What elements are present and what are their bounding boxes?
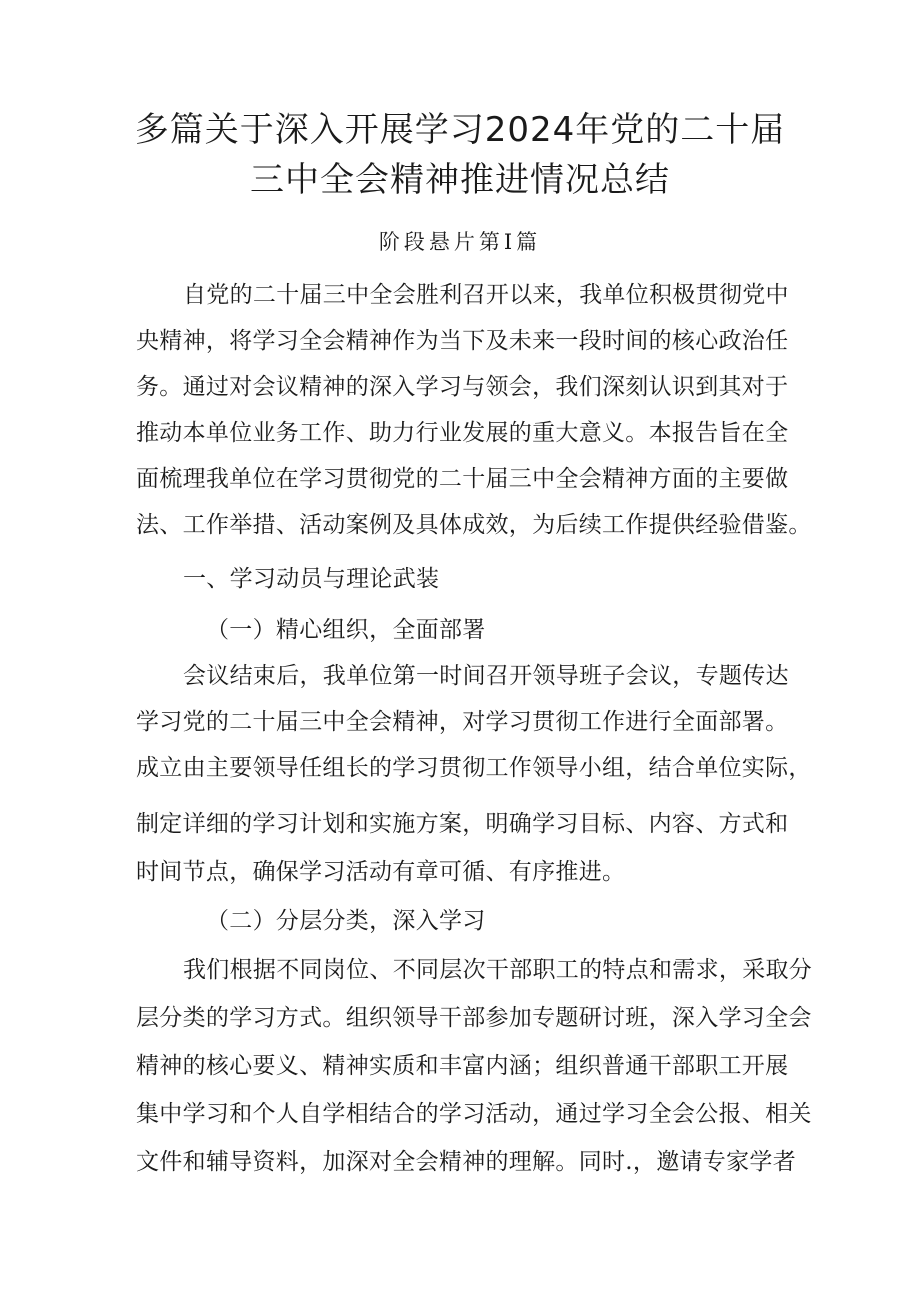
paragraph-3-line-5: 文件和辅导资料，加深对全会精神的理解。同时.，邀请专家学者 [136,1149,797,1175]
paragraph-2-line-1: 会议结束后，我单位第一时间召开领导班子会议，专题传达 [183,663,789,689]
section-heading-1: 一、学习动员与理论武装 [183,566,440,592]
paragraph-1-line-5: 面梳理我单位在学习贯彻党的二十届三中全会精神方面的主要做 [136,466,789,492]
section-subtitle: 阶段悬片第Ⅰ篇 [378,230,542,254]
paragraph-1-line-4: 推动本单位业务工作、助力行业发展的重大意义。本报告旨在全 [136,420,789,446]
paragraph-1-line-2: 央精神，将学习全会精神作为当下及未来一段时间的核心政治任 [136,328,789,354]
subsection-heading-2: （二）分层分类，深入学习 [206,908,486,934]
paragraph-1-line-1: 自党的二十届三中全会胜利召开以来，我单位积极贯彻党中 [183,282,789,308]
paragraph-3-line-2: 层分类的学习方式。组织领导干部参加专题研讨班，深入学习全会 [136,1005,812,1031]
paragraph-3-line-1: 我们根据不同岗位、不同层次干部职工的特点和需求，采取分 [183,957,813,983]
subsection-heading-1: （一）精心组织，全面部署 [206,617,486,643]
paragraph-2-line-2: 学习党的二十届三中全会精神，对学习贯彻工作进行全面部署。 [136,709,789,735]
paragraph-3-line-4: 集中学习和个人自学相结合的学习活动，通过学习全会公报、相关 [136,1101,812,1127]
paragraph-3-line-3: 精神的核心要义、精神实质和丰富内涵；组织普通干部职工开展 [136,1053,789,1079]
paragraph-1-line-6: 法、工作举措、活动案例及具体成效，为后续工作提供经验借鉴。 [136,512,812,538]
paragraph-2-line-4: 制定详细的学习计划和实施方案，明确学习目标、内容、方式和 [136,811,789,837]
paragraph-1-line-3: 务。通过对会议精神的深入学习与领会，我们深刻认识到其对于 [136,374,789,400]
document-title-line-1: 多篇关于深入开展学习2024年党的二十届 [134,110,786,150]
paragraph-2-line-3: 成立由主要领导任组长的学习贯彻工作领导小组，结合单位实际， [136,755,812,781]
paragraph-2-line-5: 时间节点，确保学习活动有章可循、有序推进。 [136,859,626,885]
document-title-line-2: 三中全会精神推进情况总结 [250,160,670,200]
